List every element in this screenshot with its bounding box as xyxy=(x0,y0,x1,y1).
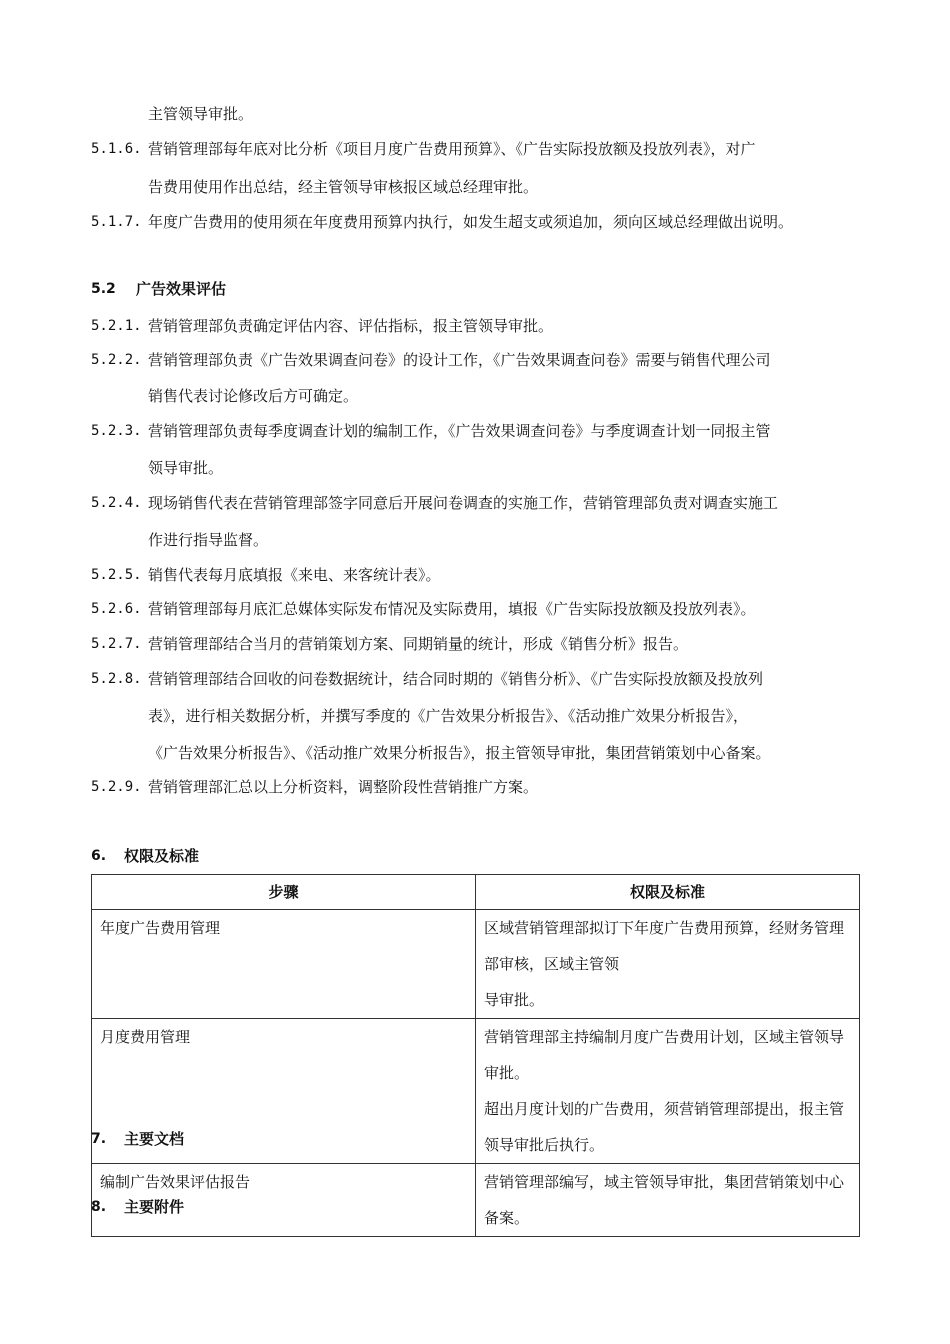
item-number: 5.2.8. xyxy=(91,671,142,687)
item-number: 5.2.3. xyxy=(91,423,142,439)
item-text: 告费用使用作出总结，经主管领导审核报区域总经理审批。 xyxy=(148,178,539,196)
table-cell-authority xyxy=(476,1164,860,1237)
item-text: 营销管理部每月底汇总媒体实际发布情况及实际费用，填报《广告实际投放额及投放列表》。 xyxy=(148,600,756,618)
item-number: 5.2.1. xyxy=(91,318,142,334)
table-cell-step: 年度广告费用管理 xyxy=(92,910,476,1019)
item-text: 营销管理部负责《广告效果调查问卷》的设计工作，《广告效果调查问卷》需要与销售代理公司 xyxy=(148,351,771,369)
table-cell-step: 编制广告效果评估报告 xyxy=(92,1164,476,1237)
table-header-row xyxy=(92,875,860,910)
table-header-step: 步骤 xyxy=(92,875,476,910)
item-text: 营销管理部负责每季度调查计划的编制工作，《广告效果调查问卷》与季度调查计划一同报主管 xyxy=(148,422,771,440)
item-number: 5.2.4. xyxy=(91,495,142,511)
item-number: 5.2.6. xyxy=(91,601,142,617)
cell-line: 超出月度计划的广告费用，须营销管理部提出，报主管领导审批后执行。 xyxy=(484,1100,845,1154)
item-text: 营销管理部结合当月的营销策划方案、同期销量的统计，形成《销售分析》报告。 xyxy=(148,635,689,653)
item-text: 作进行指导监督。 xyxy=(148,531,269,549)
table-row xyxy=(92,910,860,1019)
section-heading: 广告效果评估 xyxy=(136,280,227,298)
item-number: 5.2.9. xyxy=(91,779,142,795)
item-number: 5.2.5. xyxy=(91,567,142,583)
item-text: 营销管理部负责确定评估内容、评估指标，报主管领导审批。 xyxy=(148,317,554,335)
cell-line: 区域营销管理部拟订下年度广告费用预算，经财务管理部审核，区域主管领 xyxy=(484,919,845,973)
cell-line: 营销管理部编写，域主管领导审批，集团营销策划中心备案。 xyxy=(484,1173,845,1227)
authority-table xyxy=(91,874,860,1237)
item-number: 5.2.7. xyxy=(91,636,142,652)
item-number: 5.1.6. xyxy=(91,141,142,157)
item-text: 《广告效果分析报告》、《活动推广效果分析报告》，报主管领导审批，集团营销策划中心备案。 xyxy=(148,744,771,762)
table-cell-authority xyxy=(476,1019,860,1164)
item-text: 现场销售代表在营销管理部签字同意后开展问卷调查的实施工作，营销管理部负责对调查实施工 xyxy=(148,494,779,512)
table-row xyxy=(92,1164,860,1237)
item-text: 表》，进行相关数据分析，并撰写季度的《广告效果分析报告》、《活动推广效果分析报告》， xyxy=(148,707,749,725)
item-text: 年度广告费用的使用须在年度费用预算内执行，如发生超支或须追加，须向区域总经理做出说明。 xyxy=(148,213,794,231)
section-heading-number: 7. xyxy=(91,1131,107,1147)
item-text: 销售代表讨论修改后方可确定。 xyxy=(148,387,359,405)
continuation-text: 主管领导审批。 xyxy=(148,105,254,123)
cell-line: 营销管理部主持编制月度广告费用计划，区域主管领导审批。 xyxy=(484,1028,845,1082)
section-heading: 权限及标准 xyxy=(124,847,200,865)
table-cell-authority xyxy=(476,910,860,1019)
section-heading-number: 8. xyxy=(91,1199,107,1215)
table-header-authority: 权限及标准 xyxy=(476,875,860,910)
item-text: 营销管理部每年底对比分析《项目月度广告费用预算》、《广告实际投放额及投放列表》，对广 xyxy=(148,140,756,158)
cell-line: 导审批。 xyxy=(484,991,545,1009)
item-number: 5.2.2. xyxy=(91,352,142,368)
table-cell-step: 月度费用管理 xyxy=(92,1019,476,1164)
table-row xyxy=(92,1019,860,1164)
section-heading-number: 6. xyxy=(91,848,107,864)
item-text: 营销管理部结合回收的问卷数据统计，结合同时期的《销售分析》、《广告实际投放额及投放列 xyxy=(148,670,764,688)
section-heading: 主要文档 xyxy=(124,1130,185,1148)
section-heading: 主要附件 xyxy=(124,1198,185,1216)
item-text: 营销管理部汇总以上分析资料，调整阶段性营销推广方案。 xyxy=(148,778,539,796)
item-text: 领导审批。 xyxy=(148,459,224,477)
item-text: 销售代表每月底填报《来电、来客统计表》。 xyxy=(148,566,441,584)
item-number: 5.1.7. xyxy=(91,214,142,230)
section-heading-number: 5.2 xyxy=(91,281,116,297)
